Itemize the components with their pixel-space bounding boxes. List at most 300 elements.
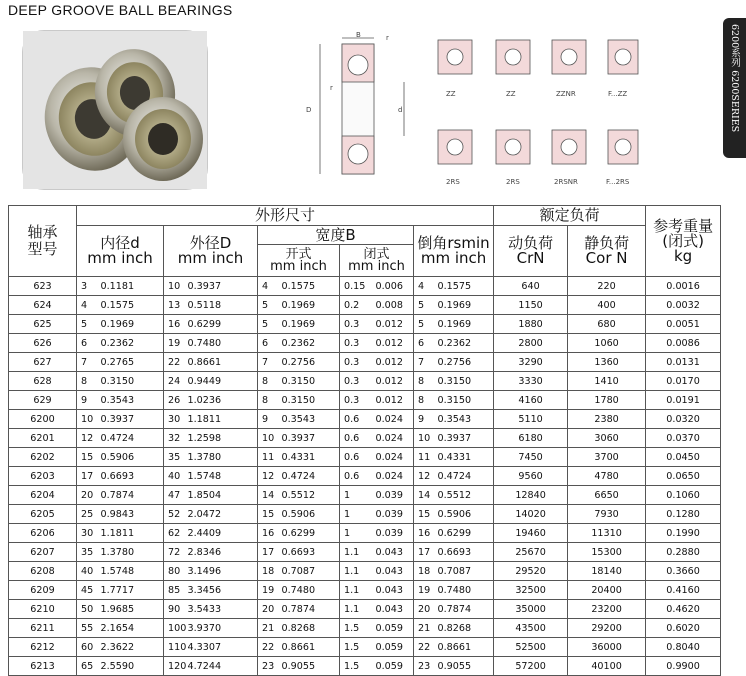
variant-label: 2RS — [446, 178, 460, 186]
bearings-photo — [22, 30, 208, 190]
table-cell: 0.8661 — [434, 638, 494, 657]
table-cell: 20 — [258, 600, 278, 619]
table-row — [9, 353, 721, 372]
table-cell: 3.1496 — [184, 562, 258, 581]
table-cell: 9560 — [494, 467, 568, 486]
table-row — [9, 505, 721, 524]
table-cell: 0.7874 — [278, 600, 340, 619]
table-row — [9, 410, 721, 429]
table-cell: 19 — [258, 581, 278, 600]
table-cell: 0.5512 — [434, 486, 494, 505]
table-cell: 0.8661 — [184, 353, 258, 372]
table-cell: 32 — [164, 429, 184, 448]
table-cell: 10 — [77, 410, 97, 429]
table-cell: 9 — [258, 410, 278, 429]
header-rated-load: 额定负荷 — [494, 206, 646, 226]
table-cell: 22 — [414, 638, 434, 657]
table-cell: 15 — [414, 505, 434, 524]
table-cell: 0.6 — [340, 448, 372, 467]
table-cell: 2.4409 — [184, 524, 258, 543]
table-cell: 2800 — [494, 334, 568, 353]
table-cell: 0.2362 — [278, 334, 340, 353]
table-cell: 0.012 — [372, 315, 414, 334]
bearing-cross-section-diagram — [300, 30, 640, 190]
table-cell: 1.5 — [340, 638, 372, 657]
table-cell: 0.3150 — [278, 391, 340, 410]
table-row — [9, 581, 721, 600]
table-cell: 1.1 — [340, 543, 372, 562]
table-cell: 6209 — [9, 581, 77, 600]
table-cell: 0.006 — [372, 277, 414, 296]
table-cell: 0.008 — [372, 296, 414, 315]
table-cell: 1 — [340, 486, 372, 505]
table-cell: 6650 — [568, 486, 646, 505]
table-cell: 4.3307 — [184, 638, 258, 657]
table-cell: 6201 — [9, 429, 77, 448]
table-cell: 0.2 — [340, 296, 372, 315]
table-cell: 1410 — [568, 372, 646, 391]
table-cell: 6211 — [9, 619, 77, 638]
table-cell: 0.4724 — [434, 467, 494, 486]
table-cell: 1.3780 — [97, 543, 164, 562]
table-cell: 10 — [258, 429, 278, 448]
table-cell: 0.0191 — [646, 391, 721, 410]
table-row — [9, 486, 721, 505]
variant-label: ZZ — [506, 90, 516, 98]
table-cell: 626 — [9, 334, 77, 353]
table-cell: 36000 — [568, 638, 646, 657]
series-tab — [723, 18, 746, 158]
table-cell: 40 — [77, 562, 97, 581]
table-cell: 9 — [77, 391, 97, 410]
table-cell: 3330 — [494, 372, 568, 391]
table-cell: 100 — [164, 619, 184, 638]
table-cell: 0.3543 — [97, 391, 164, 410]
table-cell: 0.6 — [340, 410, 372, 429]
table-cell: 0.8268 — [278, 619, 340, 638]
table-cell: 16 — [414, 524, 434, 543]
table-cell: 29520 — [494, 562, 568, 581]
table-cell: 0.1969 — [97, 315, 164, 334]
header-dimensions: 外形尺寸 — [77, 206, 494, 226]
table-cell: 0.7087 — [278, 562, 340, 581]
table-cell: 629 — [9, 391, 77, 410]
table-cell: 20 — [77, 486, 97, 505]
table-cell: 12 — [414, 467, 434, 486]
table-cell: 0.6 — [340, 429, 372, 448]
table-cell: 60 — [77, 638, 97, 657]
table-cell: 0.2880 — [646, 543, 721, 562]
table-cell: 0.6299 — [434, 524, 494, 543]
table-cell: 3290 — [494, 353, 568, 372]
table-cell: 25670 — [494, 543, 568, 562]
table-cell: 18140 — [568, 562, 646, 581]
table-cell: 0.1060 — [646, 486, 721, 505]
table-cell: 6210 — [9, 600, 77, 619]
table-cell: 0.3543 — [434, 410, 494, 429]
table-cell: 1.7717 — [97, 581, 164, 600]
table-cell: 16 — [164, 315, 184, 334]
table-cell: 0.8040 — [646, 638, 721, 657]
table-cell: 5 — [258, 315, 278, 334]
table-row — [9, 619, 721, 638]
table-cell: 85 — [164, 581, 184, 600]
table-cell: 17 — [258, 543, 278, 562]
label-r2: r — [330, 84, 333, 92]
table-cell: 0.7874 — [434, 600, 494, 619]
table-cell: 1.3780 — [184, 448, 258, 467]
table-cell: 0.3937 — [434, 429, 494, 448]
table-cell: 0.024 — [372, 467, 414, 486]
table-cell: 6200 — [9, 410, 77, 429]
label-r: r — [386, 34, 389, 42]
table-cell: 1.0236 — [184, 391, 258, 410]
table-cell: 1.1 — [340, 600, 372, 619]
table-cell: 0.4331 — [434, 448, 494, 467]
page-title: DEEP GROOVE BALL BEARINGS — [8, 2, 233, 18]
table-cell: 16 — [258, 524, 278, 543]
table-cell: 0.0086 — [646, 334, 721, 353]
table-cell: 0.6693 — [97, 467, 164, 486]
table-cell: 0.039 — [372, 505, 414, 524]
table-cell: 0.3 — [340, 372, 372, 391]
table-cell: 0.024 — [372, 448, 414, 467]
table-cell: 0.3150 — [434, 372, 494, 391]
table-cell: 0.3 — [340, 334, 372, 353]
table-cell: 15300 — [568, 543, 646, 562]
table-cell: 6207 — [9, 543, 77, 562]
table-cell: 0.0450 — [646, 448, 721, 467]
table-cell: 0.6693 — [434, 543, 494, 562]
bearing-image — [23, 31, 207, 189]
table-cell: 5 — [414, 296, 434, 315]
header-static-load: 静负荷 Cor N — [568, 226, 646, 277]
table-row — [9, 315, 721, 334]
table-cell: 0.5906 — [278, 505, 340, 524]
table-cell: 5 — [77, 315, 97, 334]
table-cell: 2.3622 — [97, 638, 164, 657]
table-cell: 0.024 — [372, 410, 414, 429]
table-cell: 0.6020 — [646, 619, 721, 638]
table-cell: 18 — [258, 562, 278, 581]
table-cell: 1 — [340, 524, 372, 543]
table-cell: 13 — [164, 296, 184, 315]
table-cell: 0.3 — [340, 315, 372, 334]
table-cell: 0.7480 — [434, 581, 494, 600]
table-cell: 0.043 — [372, 562, 414, 581]
header-outer-diameter: 外径D mm inch — [164, 226, 258, 277]
table-cell: 11 — [258, 448, 278, 467]
table-cell: 0.059 — [372, 638, 414, 657]
label-d: d — [398, 106, 403, 114]
table-cell: 8 — [258, 372, 278, 391]
table-cell: 7450 — [494, 448, 568, 467]
table-cell: 3700 — [568, 448, 646, 467]
table-cell: 6 — [258, 334, 278, 353]
table-cell: 15 — [258, 505, 278, 524]
table-cell: 7930 — [568, 505, 646, 524]
table-cell: 0.2362 — [434, 334, 494, 353]
variant-label: 2RSNR — [554, 178, 578, 186]
table-cell: 0.0320 — [646, 410, 721, 429]
table-row — [9, 543, 721, 562]
header-chamfer: 倒角rsmin mm inch — [414, 226, 494, 277]
table-cell: 3.5433 — [184, 600, 258, 619]
table-cell: 65 — [77, 657, 97, 676]
table-cell: 1.1 — [340, 562, 372, 581]
table-cell: 0.1575 — [278, 277, 340, 296]
table-cell: 55 — [77, 619, 97, 638]
table-cell: 625 — [9, 315, 77, 334]
table-cell: 0.059 — [372, 619, 414, 638]
series-tab-label: 6200系列 6200SERIES — [729, 24, 740, 133]
table-row — [9, 296, 721, 315]
table-row — [9, 562, 721, 581]
table-cell: 1 — [340, 505, 372, 524]
table-cell: 0.2756 — [278, 353, 340, 372]
table-cell: 627 — [9, 353, 77, 372]
table-cell: 400 — [568, 296, 646, 315]
table-cell: 0.4724 — [278, 467, 340, 486]
table-cell: 0.7480 — [184, 334, 258, 353]
table-cell: 0.0170 — [646, 372, 721, 391]
table-cell: 1.5 — [340, 657, 372, 676]
table-cell: 110 — [164, 638, 184, 657]
table-cell: 8 — [414, 391, 434, 410]
table-cell: 21 — [258, 619, 278, 638]
table-row — [9, 372, 721, 391]
table-row — [9, 429, 721, 448]
table-row — [9, 467, 721, 486]
table-cell: 4.7244 — [184, 657, 258, 676]
table-cell: 9 — [414, 410, 434, 429]
table-cell: 6204 — [9, 486, 77, 505]
variant-label: ZZ — [446, 90, 456, 98]
table-cell: 0.043 — [372, 600, 414, 619]
table-cell: 20400 — [568, 581, 646, 600]
table-cell: 1.5 — [340, 619, 372, 638]
table-cell: 1880 — [494, 315, 568, 334]
table-cell: 0.1969 — [278, 296, 340, 315]
table-cell: 0.3 — [340, 353, 372, 372]
table-cell: 50 — [77, 600, 97, 619]
table-cell: 43500 — [494, 619, 568, 638]
header-width: 宽度B — [258, 226, 414, 245]
table-cell: 32500 — [494, 581, 568, 600]
table-cell: 8 — [258, 391, 278, 410]
table-cell: 0.8661 — [278, 638, 340, 657]
table-cell: 8 — [77, 372, 97, 391]
table-cell: 0.4160 — [646, 581, 721, 600]
table-cell: 26 — [164, 391, 184, 410]
table-cell: 1.1 — [340, 581, 372, 600]
table-cell: 0.012 — [372, 372, 414, 391]
table-cell: 0.1969 — [434, 315, 494, 334]
variant-label: F...2RS — [606, 178, 630, 186]
table-cell: 15 — [77, 448, 97, 467]
table-cell: 22 — [164, 353, 184, 372]
variant-label: F...ZZ — [608, 90, 628, 98]
header-closed: 闭式 mm inch — [340, 245, 414, 277]
table-cell: 0.1969 — [434, 296, 494, 315]
table-cell: 3060 — [568, 429, 646, 448]
table-row — [9, 657, 721, 676]
table-cell: 0.5906 — [434, 505, 494, 524]
table-cell: 90 — [164, 600, 184, 619]
table-cell: 35 — [77, 543, 97, 562]
table-cell: 0.6693 — [278, 543, 340, 562]
table-cell: 18 — [414, 562, 434, 581]
table-cell: 0.0032 — [646, 296, 721, 315]
table-cell: 14 — [258, 486, 278, 505]
table-cell: 0.5118 — [184, 296, 258, 315]
table-cell: 0.2362 — [97, 334, 164, 353]
table-cell: 29200 — [568, 619, 646, 638]
table-cell: 0.059 — [372, 657, 414, 676]
table-cell: 12 — [258, 467, 278, 486]
header-model: 轴承 型号 — [9, 206, 77, 277]
table-cell: 6180 — [494, 429, 568, 448]
table-cell: 0.3150 — [434, 391, 494, 410]
bearing-spec-table — [8, 205, 721, 676]
table-cell: 6203 — [9, 467, 77, 486]
table-cell: 4160 — [494, 391, 568, 410]
table-cell: 4 — [258, 277, 278, 296]
table-cell: 3.3456 — [184, 581, 258, 600]
table-cell: 10 — [164, 277, 184, 296]
table-cell: 20 — [414, 600, 434, 619]
table-cell: 0.3937 — [184, 277, 258, 296]
table-cell: 23 — [258, 657, 278, 676]
table-cell: 0.4331 — [278, 448, 340, 467]
table-row — [9, 448, 721, 467]
table-cell: 0.7087 — [434, 562, 494, 581]
label-D: D — [306, 106, 312, 114]
table-cell: 0.1181 — [97, 277, 164, 296]
table-cell: 7 — [77, 353, 97, 372]
table-cell: 0.3 — [340, 391, 372, 410]
table-cell: 0.2765 — [97, 353, 164, 372]
table-cell: 14020 — [494, 505, 568, 524]
table-cell: 0.043 — [372, 581, 414, 600]
table-cell: 0.012 — [372, 334, 414, 353]
table-cell: 0.3660 — [646, 562, 721, 581]
table-cell: 22 — [258, 638, 278, 657]
table-row — [9, 391, 721, 410]
table-cell: 0.6299 — [184, 315, 258, 334]
table-cell: 0.8268 — [434, 619, 494, 638]
table-cell: 624 — [9, 296, 77, 315]
table-cell: 220 — [568, 277, 646, 296]
table-cell: 0.039 — [372, 524, 414, 543]
table-cell: 1.8504 — [184, 486, 258, 505]
table-cell: 3 — [77, 277, 97, 296]
table-cell: 0.6299 — [278, 524, 340, 543]
table-cell: 5 — [414, 315, 434, 334]
table-cell: 1.1811 — [97, 524, 164, 543]
table-cell: 1.5748 — [97, 562, 164, 581]
variant-label: 2RS — [506, 178, 520, 186]
table-cell: 2380 — [568, 410, 646, 429]
table-cell: 0.5512 — [278, 486, 340, 505]
table-cell: 2.1654 — [97, 619, 164, 638]
table-row — [9, 638, 721, 657]
table-cell: 25 — [77, 505, 97, 524]
table-row — [9, 334, 721, 353]
table-cell: 19460 — [494, 524, 568, 543]
table-cell: 1780 — [568, 391, 646, 410]
table-cell: 19 — [414, 581, 434, 600]
table-cell: 628 — [9, 372, 77, 391]
table-cell: 0.012 — [372, 353, 414, 372]
table-body — [9, 277, 721, 676]
table-cell: 6 — [414, 334, 434, 353]
table-cell: 120 — [164, 657, 184, 676]
table-cell: 19 — [164, 334, 184, 353]
table-cell: 0.3937 — [97, 410, 164, 429]
table-cell: 0.9900 — [646, 657, 721, 676]
table-cell: 0.039 — [372, 486, 414, 505]
table-cell: 47 — [164, 486, 184, 505]
table-cell: 52 — [164, 505, 184, 524]
table-cell: 0.15 — [340, 277, 372, 296]
label-b: B — [356, 31, 361, 39]
table-cell: 80 — [164, 562, 184, 581]
header-dynamic-load: 动负荷 CrN — [494, 226, 568, 277]
table-cell: 0.9449 — [184, 372, 258, 391]
table-cell: 11 — [414, 448, 434, 467]
table-cell: 0.0131 — [646, 353, 721, 372]
table-cell: 17 — [414, 543, 434, 562]
table-cell: 0.3150 — [278, 372, 340, 391]
table-cell: 680 — [568, 315, 646, 334]
table-cell: 0.1280 — [646, 505, 721, 524]
table-cell: 0.1575 — [97, 296, 164, 315]
table-cell: 6213 — [9, 657, 77, 676]
table-cell: 0.5906 — [97, 448, 164, 467]
table-cell: 30 — [164, 410, 184, 429]
table-cell: 0.043 — [372, 543, 414, 562]
table-cell: 4 — [414, 277, 434, 296]
table-cell: 7 — [414, 353, 434, 372]
table-cell: 23200 — [568, 600, 646, 619]
table-cell: 5110 — [494, 410, 568, 429]
table-cell: 6206 — [9, 524, 77, 543]
table-row — [9, 600, 721, 619]
table-cell: 2.8346 — [184, 543, 258, 562]
table-cell: 40100 — [568, 657, 646, 676]
table-cell: 1.9685 — [97, 600, 164, 619]
table-cell: 6202 — [9, 448, 77, 467]
table-cell: 21 — [414, 619, 434, 638]
table-cell: 62 — [164, 524, 184, 543]
table-cell: 6 — [77, 334, 97, 353]
table-cell: 4780 — [568, 467, 646, 486]
table-cell: 5 — [258, 296, 278, 315]
table-cell: 7 — [258, 353, 278, 372]
table-cell: 0.1575 — [434, 277, 494, 296]
header-weight: 参考重量 (闭式) kg — [646, 206, 721, 277]
table-cell: 72 — [164, 543, 184, 562]
table-cell: 52500 — [494, 638, 568, 657]
table-cell: 2.5590 — [97, 657, 164, 676]
table-cell: 0.9843 — [97, 505, 164, 524]
table-cell: 24 — [164, 372, 184, 391]
table-cell: 1360 — [568, 353, 646, 372]
table-header — [9, 206, 721, 277]
table-cell: 23 — [414, 657, 434, 676]
table-cell: 6208 — [9, 562, 77, 581]
